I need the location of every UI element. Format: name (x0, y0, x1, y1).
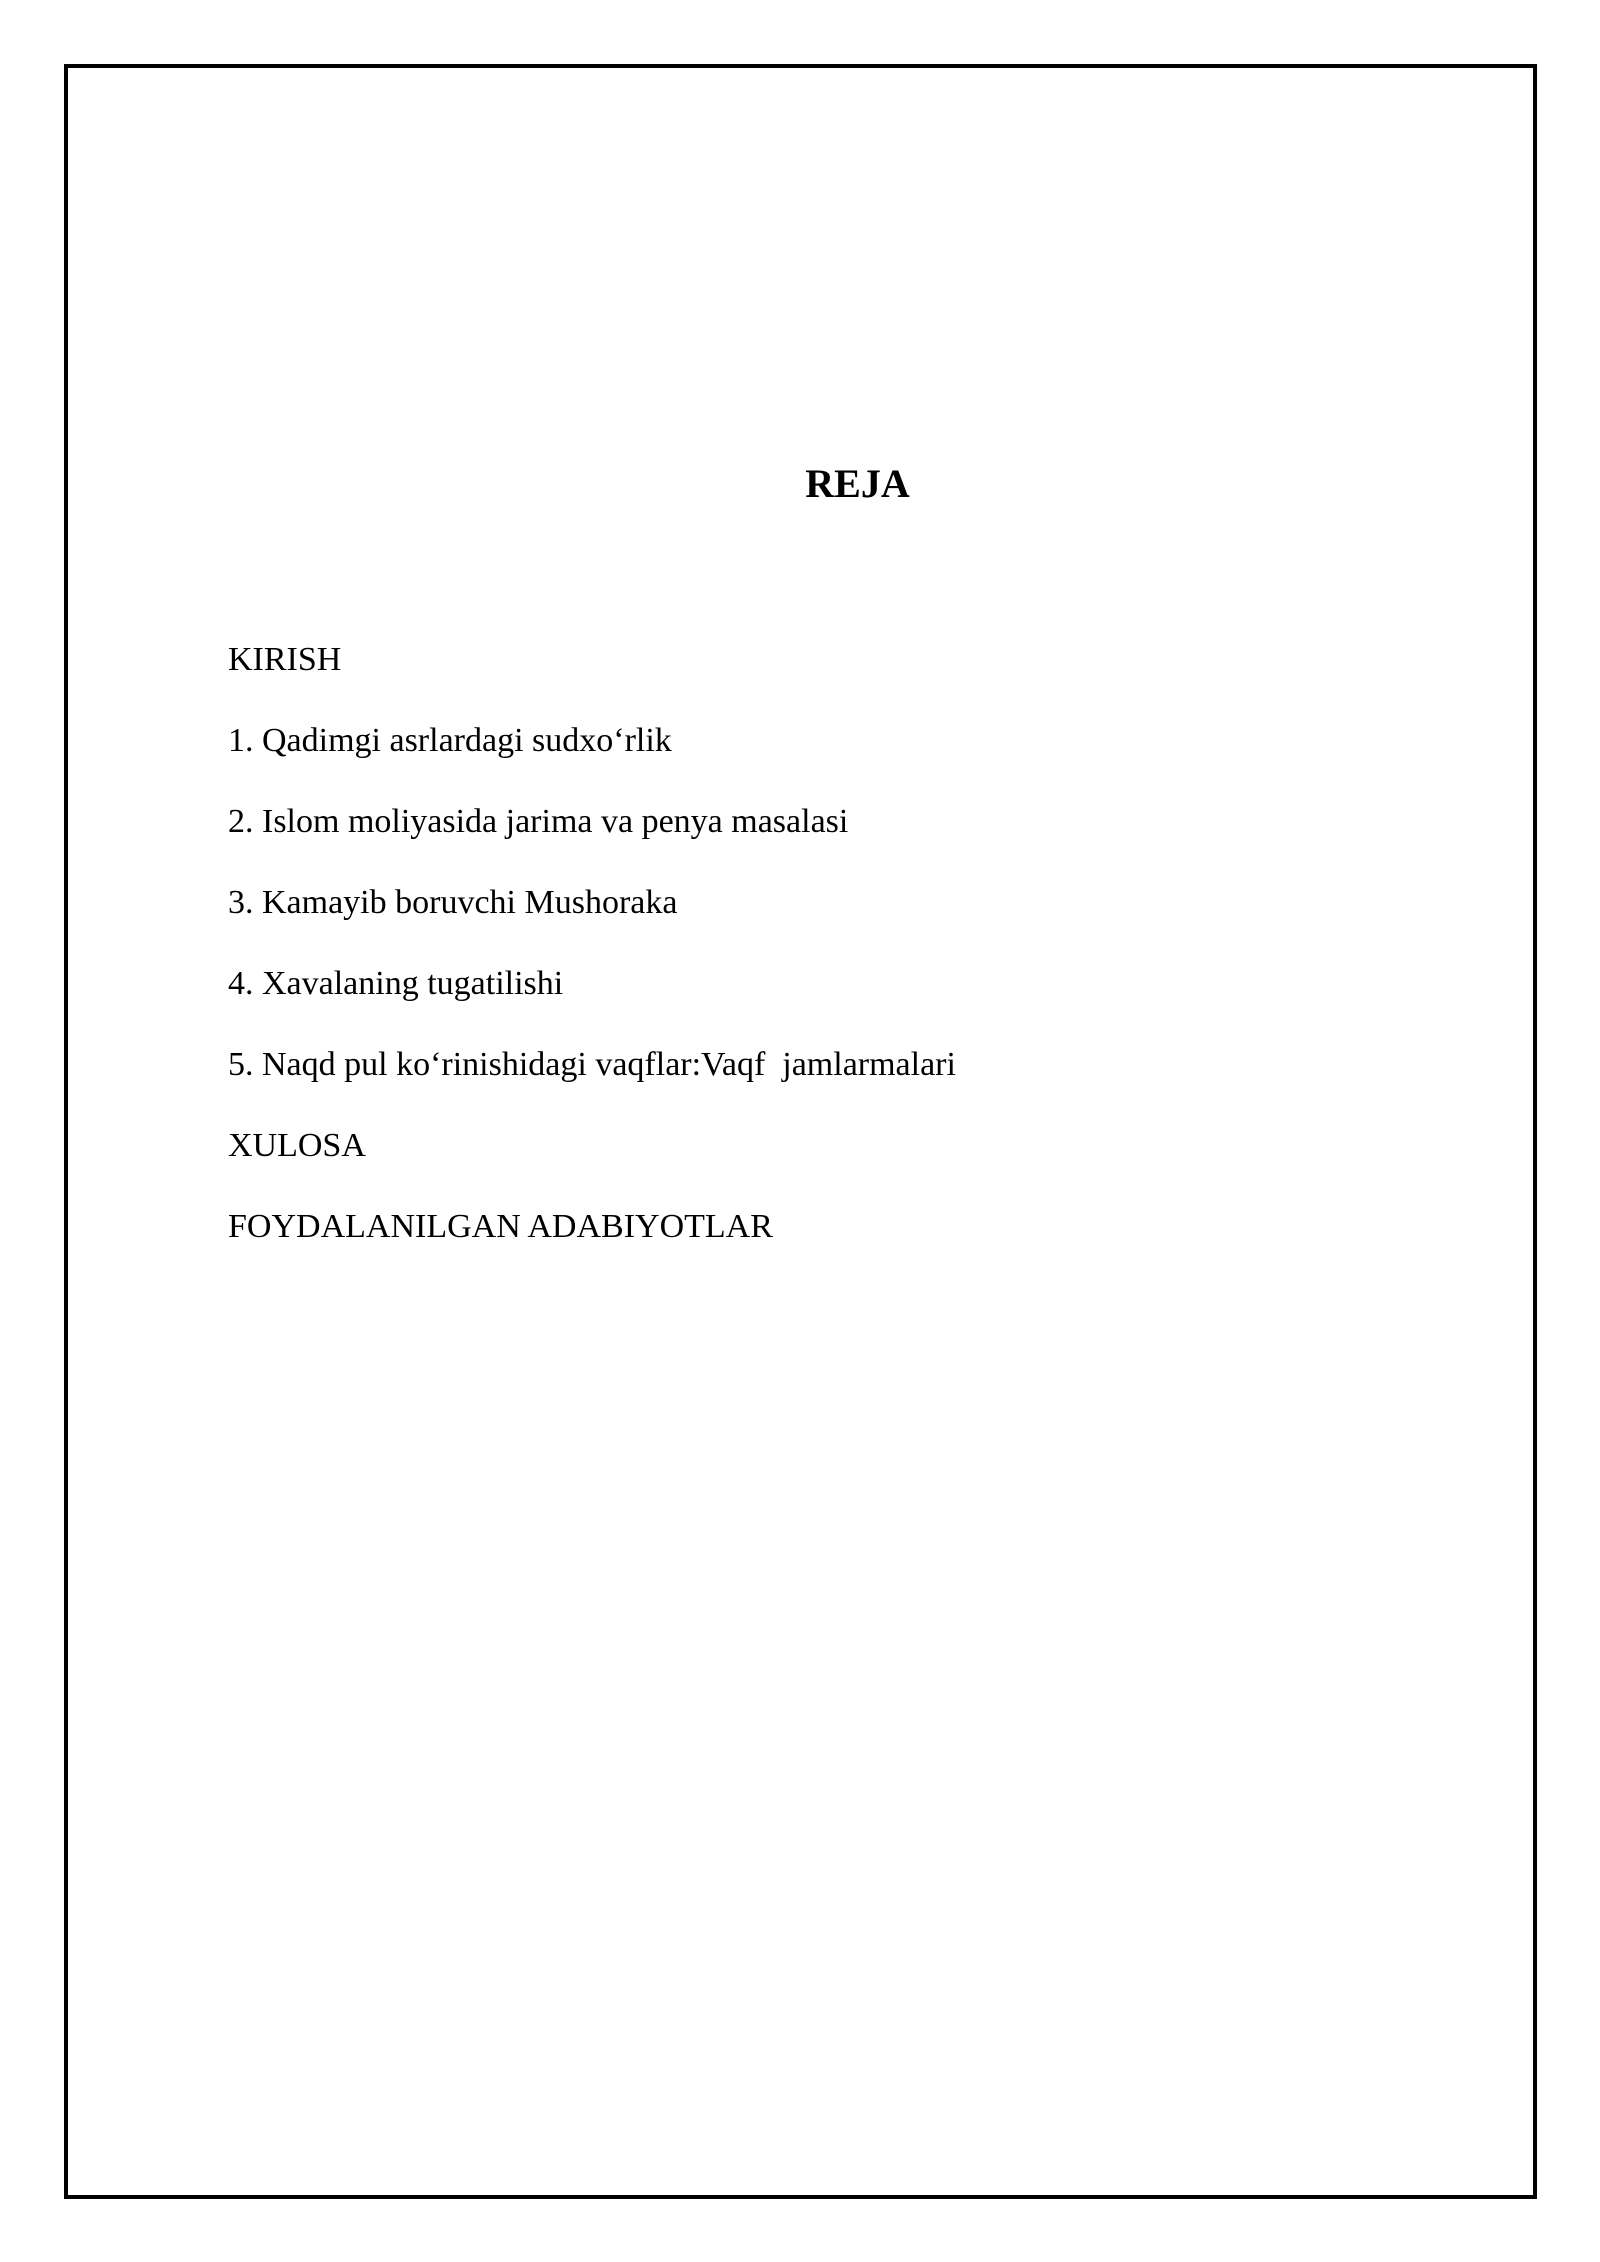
toc-item-introduction: KIRISH (228, 641, 342, 678)
toc-item-5: 5. Naqd pul ko‘rinishidagi vaqflar:Vaqf jamlarmalari (228, 1046, 956, 1083)
toc-item-4: 4. Xavalaning tugatilishi (228, 965, 564, 1002)
toc-item-1: 1. Qadimgi asrlardagi sudxo‘rlik (228, 722, 672, 759)
page-title: REJA (805, 461, 910, 506)
table-of-contents (228, 640, 956, 1288)
toc-item-references: FOYDALANILGAN ADABIYOTLAR (228, 1208, 773, 1245)
toc-item-conclusion: XULOSA (228, 1127, 366, 1164)
toc-item-3: 3. Kamayib boruvchi Mushoraka (228, 884, 678, 921)
toc-item-2: 2. Islom moliyasida jarima va penya masalasi (228, 803, 849, 840)
